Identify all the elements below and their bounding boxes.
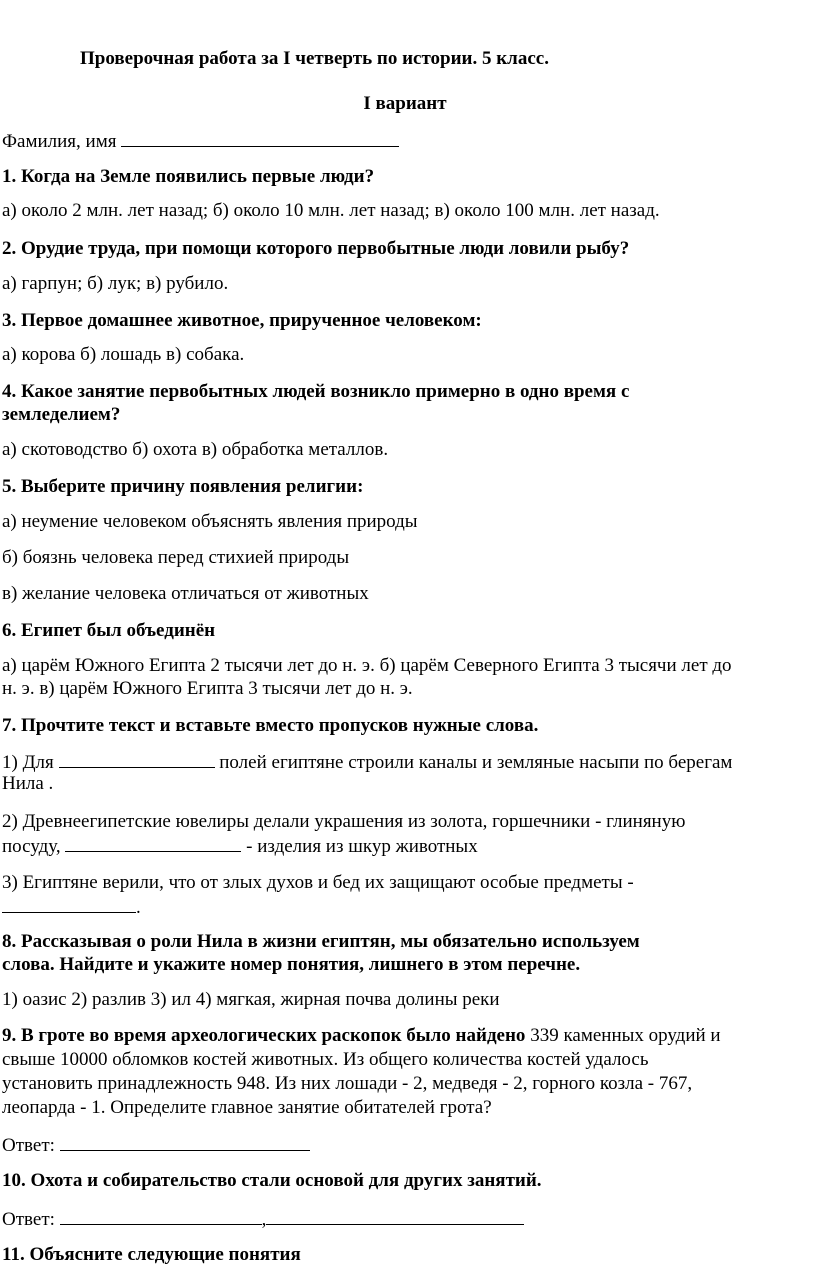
answer-9-blank[interactable] [60, 1132, 310, 1151]
fill-1-cont: Нила . [2, 773, 54, 794]
question-9-line2: свыше 10000 обломков костей животных. Из общего количества костей удалось [2, 1049, 649, 1070]
answer-2: а) гарпун; б) лук; в) рубило. [2, 273, 229, 294]
fill-3: 3) Египтяне верили, что от злых духов и бед их защищают особые предметы - [2, 872, 634, 893]
question-9-bold: 9. В гроте во время археологических раскопок было найдено [2, 1025, 526, 1046]
answer-10-separator: , [261, 1209, 267, 1230]
answer-1: а) около 2 млн. лет назад; б) около 10 млн. лет назад; в) около 100 млн. лет назад. [2, 200, 660, 221]
answer-8: 1) оазис 2) разлив 3) ил 4) мягкая, жирная почва долины реки [2, 989, 500, 1010]
question-9-tail: 339 каменных орудий и [525, 1025, 721, 1046]
fill-1-text-a: 1) Для [2, 752, 59, 773]
question-1: 1. Когда на Земле появились первые люди? [2, 166, 375, 187]
question-9-line4: леопарда - 1. Определите главное занятие обитателей грота? [2, 1097, 492, 1118]
answer-6-line2: н. э. в) царём Южного Египта 3 тысячи лет до н. э. [2, 678, 413, 699]
answer-5a: а) неумение человеком объяснять явления природы [2, 511, 418, 532]
document-title: Проверочная работа за I четверть по истории. 5 класс. [80, 48, 549, 69]
fill-3-text-c: . [136, 897, 141, 918]
question-9 [2, 1024, 721, 1048]
answer-9 [2, 1132, 310, 1158]
answer-4: а) скотоводство б) охота в) обработка металлов. [2, 439, 389, 460]
answer-3: а) корова б) лошадь в) собака. [2, 344, 245, 365]
answer-5c: в) желание человека отличаться от животных [2, 583, 369, 604]
fill-2: 2) Древнеегипетские ювелиры делали украшения из золота, горшечники - глиняную [2, 811, 686, 832]
fill-1-blank[interactable] [59, 749, 215, 768]
fill-1-text-b: полей египтяне строили каналы и земляные насыпи по берегам [214, 752, 733, 773]
question-8: 8. Рассказывая о роли Нила в жизни египтян, мы обязательно используем [2, 931, 640, 952]
answer-9-label: Ответ: [2, 1135, 60, 1156]
answer-10-blank-2[interactable] [266, 1206, 524, 1225]
question-11: 11. Объясните следующие понятия [2, 1244, 301, 1265]
question-6: 6. Египет был объединён [2, 620, 216, 641]
fill-2-blank[interactable] [65, 833, 241, 852]
name-field [2, 128, 399, 154]
question-7: 7. Прочтите текст и вставьте вместо пропусков нужные слова. [2, 715, 539, 736]
name-label: Фамилия, имя [2, 131, 117, 152]
fill-2-text-c: - изделия из шкур животных [241, 836, 478, 857]
question-10: 10. Охота и собирательство стали основой для других занятий. [2, 1170, 542, 1191]
answer-5b: б) боязнь человека перед стихией природы [2, 547, 350, 568]
question-8-cont: слова. Найдите и укажите номер понятия, лишнего в этом перечне. [2, 954, 581, 975]
answer-10 [2, 1206, 524, 1232]
answer-6-line1: а) царём Южного Египта 2 тысячи лет до н. э. б) царём Северного Египта 3 тысячи лет до [2, 655, 732, 676]
variant-heading: I вариант [363, 93, 447, 114]
question-2: 2. Орудие труда, при помощи которого первобытные люди ловили рыбу? [2, 238, 630, 259]
name-blank[interactable] [121, 128, 399, 147]
fill-1 [2, 749, 732, 775]
fill-2-text-b: посуду, [2, 836, 66, 857]
question-9-line3: установить принадлежность 948. Из них лошади - 2, медведя - 2, горного козла - 767, [2, 1073, 693, 1094]
question-4-cont: земледелием? [2, 404, 121, 425]
fill-2-cont [2, 833, 478, 859]
question-4: 4. Какое занятие первобытных людей возникло примерно в одно время с [2, 381, 630, 402]
answer-10-blank-1[interactable] [60, 1206, 262, 1225]
answer-10-label: Ответ: [2, 1209, 60, 1230]
fill-3-blank[interactable] [2, 894, 136, 913]
fill-3-cont [2, 894, 141, 920]
question-3: 3. Первое домашнее животное, прирученное человеком: [2, 310, 482, 331]
question-5: 5. Выберите причину появления религии: [2, 476, 364, 497]
